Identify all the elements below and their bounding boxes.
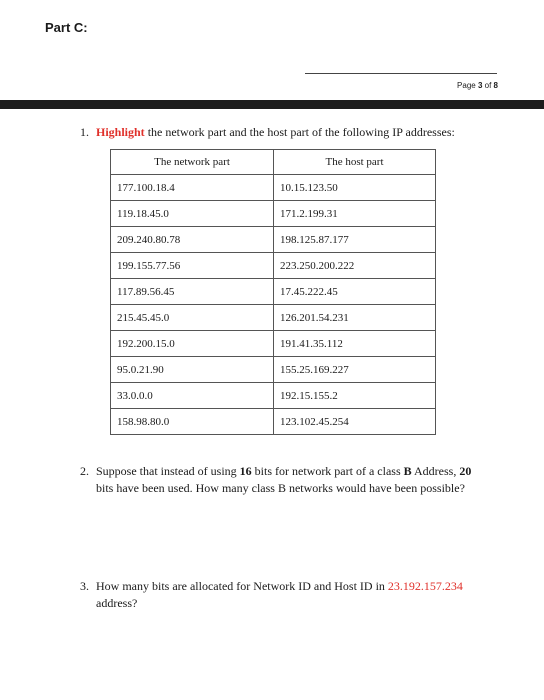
table-row <box>111 227 436 253</box>
question-3-line-2: address? <box>96 596 138 610</box>
table-row <box>111 253 436 279</box>
network-cell: 177.100.18.4 <box>111 175 274 201</box>
question-2-text: bits for network part of a class <box>254 464 401 478</box>
table-row <box>111 305 436 331</box>
network-cell: 209.240.80.78 <box>111 227 274 253</box>
question-2-line-1 <box>80 463 500 480</box>
network-cell: 158.98.80.0 <box>111 409 274 435</box>
question-2-line-2: bits have been used. How many class B networks would have been possible? <box>96 481 465 495</box>
host-cell: 171.2.199.31 <box>274 201 436 227</box>
table-row <box>111 409 436 435</box>
highlight-word: Highlight <box>96 125 145 139</box>
bits-16: 16 <box>239 464 252 478</box>
page-of: of <box>484 81 492 90</box>
network-cell: 95.0.21.90 <box>111 357 274 383</box>
question-2 <box>80 463 500 497</box>
host-cell: 17.45.222.45 <box>274 279 436 305</box>
question-3-line-1 <box>80 578 500 595</box>
network-cell: 215.45.45.0 <box>111 305 274 331</box>
page-total: 8 <box>493 81 498 90</box>
table-row <box>111 383 436 409</box>
host-part-header: The host part <box>274 150 436 175</box>
question-1 <box>80 124 455 141</box>
host-cell: 123.102.45.254 <box>274 409 436 435</box>
table-header-row <box>111 150 436 175</box>
question-2-number: 2. <box>80 464 89 478</box>
question-3-text: How many bits are allocated for Network ID and Host ID in <box>96 579 385 593</box>
host-cell: 223.250.200.222 <box>274 253 436 279</box>
host-cell: 191.41.35.112 <box>274 331 436 357</box>
page-number <box>457 81 498 90</box>
table-row <box>111 279 436 305</box>
host-cell: 155.25.169.227 <box>274 357 436 383</box>
page-current: 3 <box>477 81 483 90</box>
header-band <box>0 100 544 109</box>
host-cell: 10.15.123.50 <box>274 175 436 201</box>
table-row <box>111 201 436 227</box>
table-row <box>111 357 436 383</box>
header-rule <box>305 73 497 74</box>
bits-20: 20 <box>459 464 472 478</box>
host-cell: 198.125.87.177 <box>274 227 436 253</box>
network-part-header: The network part <box>111 150 274 175</box>
question-2-text: Address, <box>413 464 457 478</box>
question-3-number: 3. <box>80 579 89 593</box>
table-row <box>111 331 436 357</box>
network-cell: 199.155.77.56 <box>111 253 274 279</box>
question-3 <box>80 578 500 612</box>
question-1-text: the network part and the host part of the following IP addresses: <box>147 125 455 139</box>
network-cell: 192.200.15.0 <box>111 331 274 357</box>
network-cell: 119.18.45.0 <box>111 201 274 227</box>
class-b: B <box>403 464 412 478</box>
host-cell: 126.201.54.231 <box>274 305 436 331</box>
network-cell: 33.0.0.0 <box>111 383 274 409</box>
table-row <box>111 175 436 201</box>
ip-address: 23.192.157.234 <box>387 579 463 593</box>
question-1-number: 1. <box>80 125 89 139</box>
host-cell: 192.15.155.2 <box>274 383 436 409</box>
question-2-text: Suppose that instead of using <box>96 464 237 478</box>
page-prefix: Page <box>457 81 476 90</box>
part-title: Part C: <box>45 20 88 35</box>
ip-address-table <box>110 149 436 435</box>
network-cell: 117.89.56.45 <box>111 279 274 305</box>
